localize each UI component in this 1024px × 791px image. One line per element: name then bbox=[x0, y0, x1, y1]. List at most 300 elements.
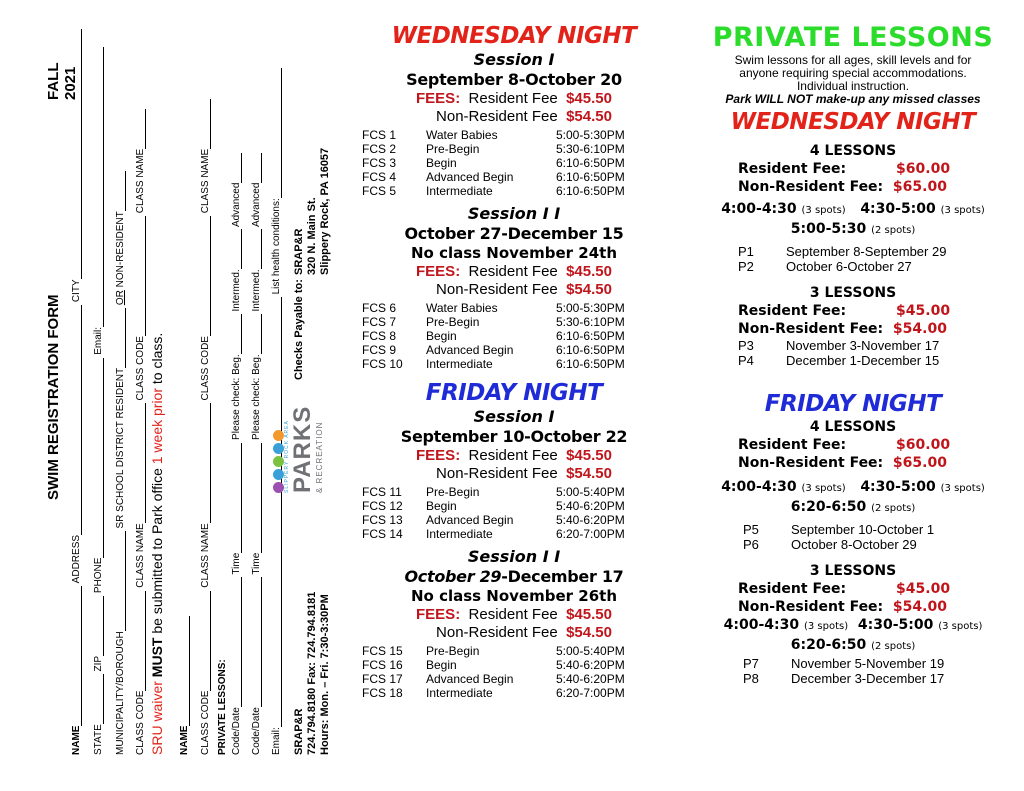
fri-3-nonresident-fee bbox=[688, 598, 1018, 616]
wed-4-slots-a bbox=[688, 200, 1018, 220]
wed-3-resident-fee bbox=[688, 302, 1018, 320]
email2-field[interactable] bbox=[271, 297, 282, 727]
nonres-amount: $54.50 bbox=[566, 624, 612, 641]
slot-spots: (3 spots) bbox=[801, 205, 846, 216]
slot-spots: (3 spots) bbox=[801, 483, 846, 494]
logo-parks: PARKS bbox=[289, 405, 316, 493]
pl2-check-label: Please check: bbox=[251, 377, 262, 440]
fees-label: FEES bbox=[416, 263, 456, 280]
private-row bbox=[743, 656, 944, 671]
fri-s2-resident-fee: FEES: Resident Fee $45.50 bbox=[416, 606, 612, 623]
pl2-adv-label: Advanced bbox=[251, 182, 262, 228]
nonres-label: Non-Resident Fee bbox=[436, 108, 558, 125]
class-code3-label: CLASS CODE bbox=[200, 690, 211, 755]
district-label: SR SCHOOL DISTRICT RESIDENT bbox=[115, 367, 126, 529]
pl1-int-field[interactable] bbox=[231, 229, 242, 269]
waiver-sru: SRU waiver bbox=[149, 681, 165, 755]
private-code: P7 bbox=[743, 656, 759, 671]
wed-3-nonresident-fee bbox=[688, 320, 1018, 338]
class-row bbox=[362, 301, 625, 315]
private-dates: September 10-October 1 bbox=[791, 522, 935, 537]
nonres-label: Non-Resident Fee: bbox=[738, 455, 884, 471]
fri-3-slots-a bbox=[688, 616, 1018, 636]
slot-spots: (3 spots) bbox=[940, 205, 985, 216]
class-name: Water Babies bbox=[426, 301, 498, 315]
pl1-code-label: Code/Date bbox=[231, 707, 242, 755]
nonres-amount: $54.00 bbox=[892, 321, 947, 337]
class-code: FCS 13 bbox=[362, 513, 403, 527]
fri-4-lessons-title: 4 LESSONS bbox=[809, 419, 897, 435]
class-name: Pre-Begin bbox=[426, 142, 480, 156]
class-code: FCS 4 bbox=[362, 170, 397, 184]
private-intro-1: Swim lessons for all ages, skill levels and for bbox=[734, 53, 972, 67]
class-code2-label: CLASS CODE bbox=[135, 336, 146, 401]
private-lessons-label: PRIVATE LESSONS: bbox=[217, 659, 228, 755]
wed-s1-class-table bbox=[362, 128, 625, 198]
class-time: 6:10-6:50PM bbox=[556, 156, 625, 170]
class-name: Intermediate bbox=[426, 527, 493, 541]
fees-label: FEES bbox=[416, 606, 456, 623]
class-name: Intermediate bbox=[426, 686, 493, 700]
form-row-residency bbox=[115, 40, 126, 755]
logo-dot-green bbox=[273, 456, 284, 467]
logo-dot-orange bbox=[273, 430, 284, 441]
class-name3-field[interactable] bbox=[200, 403, 211, 523]
logo-dot-blue2 bbox=[273, 443, 284, 454]
private-dates: November 3-November 17 bbox=[786, 338, 940, 353]
private-dates: November 5-November 19 bbox=[791, 656, 945, 671]
class-code: FCS 11 bbox=[362, 485, 402, 499]
state-label: STATE bbox=[93, 724, 104, 755]
name-field[interactable] bbox=[71, 586, 82, 726]
class-code2-field[interactable] bbox=[135, 216, 146, 336]
class-row bbox=[362, 343, 625, 357]
private-row bbox=[743, 522, 934, 537]
class-code: FCS 3 bbox=[362, 156, 397, 170]
pl1-beg-label: Beg. bbox=[231, 354, 242, 375]
email-label: Email: bbox=[93, 326, 104, 355]
slot-spots: (2 spots) bbox=[871, 641, 916, 652]
class-time: 6:10-6:50PM bbox=[556, 343, 625, 357]
wed-s2-resident-fee: FEES: Resident Fee $45.50 bbox=[416, 263, 612, 280]
res-label: Resident Fee bbox=[468, 90, 558, 107]
res-amount: $45.50 bbox=[566, 90, 612, 107]
fri-s1-title: Session I bbox=[473, 407, 555, 426]
payee-line1: SRAP&R bbox=[293, 228, 305, 275]
fri-s2-noclass: No class November 26th bbox=[410, 587, 617, 605]
class-time: 5:40-6:20PM bbox=[556, 513, 625, 527]
address-label: ADDRESS bbox=[71, 534, 82, 584]
fees-label: FEES bbox=[416, 90, 456, 107]
fri-s1-nonresident-fee bbox=[355, 465, 673, 483]
class-code: FCS 15 bbox=[362, 644, 403, 658]
wed-4-slots-b bbox=[688, 220, 1018, 240]
class-name: Intermediate bbox=[426, 184, 493, 198]
class-row bbox=[362, 128, 625, 142]
class-time: 6:10-6:50PM bbox=[556, 184, 625, 198]
nonresident-label: NON-RESIDENT bbox=[115, 211, 126, 288]
form-row-class2 bbox=[200, 40, 211, 755]
pl2-code-field[interactable] bbox=[251, 577, 262, 707]
class-row bbox=[362, 357, 625, 371]
class-time: 5:00-5:30PM bbox=[556, 301, 625, 315]
class-name: Begin bbox=[426, 156, 457, 170]
pl2-int-label: Intermed. bbox=[251, 269, 262, 312]
slot-time: 4:00-4:30 bbox=[721, 201, 797, 217]
waiver-mid: be submitted to Park office bbox=[149, 464, 165, 638]
phone-label: PHONE bbox=[93, 557, 104, 594]
pl1-code-field[interactable] bbox=[231, 577, 242, 707]
class-row bbox=[362, 315, 625, 329]
class-name3-label: CLASS NAME bbox=[200, 523, 211, 588]
res-label: Resident Fee bbox=[468, 263, 558, 280]
class-name: Advanced Begin bbox=[426, 343, 514, 357]
class-name: Pre-Begin bbox=[426, 644, 480, 658]
wed-s2-class-table bbox=[362, 301, 625, 371]
wed-s1-resident-fee: FEES: Resident Fee $45.50 bbox=[416, 90, 612, 107]
class-name: Begin bbox=[426, 499, 457, 513]
class-row bbox=[362, 658, 625, 672]
pl1-time-field[interactable] bbox=[231, 443, 242, 553]
form-row-class bbox=[135, 40, 146, 755]
class-name: Advanced Begin bbox=[426, 513, 514, 527]
nonres-amount: $54.50 bbox=[566, 281, 612, 298]
class-name: Intermediate bbox=[426, 357, 493, 371]
class-code-field[interactable] bbox=[135, 591, 146, 691]
class-code: FCS 16 bbox=[362, 658, 403, 672]
class-code-label: CLASS CODE bbox=[135, 690, 146, 755]
class-code: FCS 18 bbox=[362, 686, 403, 700]
slot-time: 4:30-5:00 bbox=[857, 617, 934, 633]
class-code: FCS 2 bbox=[362, 142, 397, 156]
private-dates: December 1-December 15 bbox=[786, 353, 940, 368]
wed-4-resident-fee bbox=[688, 160, 1018, 178]
class-name4-field[interactable] bbox=[200, 99, 211, 149]
class-name: Advanced Begin bbox=[426, 672, 514, 686]
nonres-label: Non-Resident Fee: bbox=[738, 599, 884, 615]
pl2-beg-label: Beg. bbox=[251, 354, 262, 375]
fri-s1-rows bbox=[362, 485, 625, 541]
waiver-week: 1 week prior bbox=[149, 387, 165, 465]
res-label: Resident Fee: bbox=[738, 303, 847, 319]
class-code3-field[interactable] bbox=[200, 591, 211, 691]
res-label: Resident Fee bbox=[468, 606, 558, 623]
class-time: 5:40-6:20PM bbox=[556, 499, 625, 513]
zip-field[interactable] bbox=[93, 596, 104, 656]
class-row bbox=[362, 527, 625, 541]
class-time: 5:40-6:20PM bbox=[556, 658, 625, 672]
class-row bbox=[362, 686, 625, 700]
fri-s1-range: September 10-October 22 bbox=[400, 427, 628, 446]
name2-label: NAME bbox=[179, 725, 190, 755]
pl1-time-label: Time bbox=[231, 552, 242, 575]
form-row-private2 bbox=[251, 40, 262, 755]
fri-4-nonresident-fee bbox=[688, 454, 1018, 472]
nonres-amount: $65.00 bbox=[892, 179, 947, 195]
private-dates: October 8-October 29 bbox=[791, 537, 917, 552]
nonres-label: Non-Resident Fee: bbox=[738, 321, 884, 337]
class-time: 5:30-6:10PM bbox=[556, 142, 625, 156]
class-row bbox=[362, 499, 625, 513]
fri-4-slots-b bbox=[688, 498, 1018, 518]
private-code: P6 bbox=[743, 537, 759, 552]
pl1-adv-label: Advanced bbox=[231, 182, 242, 228]
class-code: FCS 10 bbox=[362, 357, 403, 371]
class-name2-field[interactable] bbox=[135, 109, 146, 149]
wed-s1-rows bbox=[362, 128, 625, 198]
res-amount: $45.50 bbox=[566, 263, 612, 280]
email-field[interactable] bbox=[93, 47, 104, 327]
pl1-check-label: Please check: bbox=[231, 377, 242, 440]
class-code: FCS 7 bbox=[362, 315, 397, 329]
payee-address bbox=[293, 148, 332, 275]
fri-3-dates bbox=[743, 656, 944, 686]
pl2-adv-field[interactable] bbox=[251, 153, 262, 183]
class-name: Pre-Begin bbox=[426, 315, 480, 329]
fri-s2-range-end: -December 17 bbox=[501, 567, 624, 586]
pl2-code-label: Code/Date bbox=[251, 707, 262, 755]
wed-s2-nonresident-fee bbox=[355, 281, 673, 299]
res-label: Resident Fee bbox=[468, 447, 558, 464]
private-row bbox=[738, 353, 939, 368]
slot-time: 4:00-4:30 bbox=[721, 479, 797, 495]
wed-s2-range: October 27-December 15 bbox=[404, 224, 624, 243]
city-label: CITY bbox=[71, 279, 82, 303]
private-row bbox=[738, 244, 946, 259]
class-code: FCS 8 bbox=[362, 329, 397, 343]
srap-hours: Hours: Mon. – Fri. 7:30-3:30PM bbox=[319, 594, 331, 755]
pl1-int-label: Intermed. bbox=[231, 269, 242, 312]
wed-4-nonresident-fee bbox=[688, 178, 1018, 196]
group-lessons-column bbox=[355, 22, 673, 700]
wed-3-lessons-title: 3 LESSONS bbox=[809, 285, 897, 301]
pl1-adv-field[interactable] bbox=[231, 153, 242, 183]
health-label: List health conditions: bbox=[271, 198, 282, 295]
health-field[interactable] bbox=[271, 68, 282, 198]
fri-3-slots-b bbox=[688, 636, 1018, 656]
slot-spots: (2 spots) bbox=[871, 225, 916, 236]
private-code: P1 bbox=[738, 244, 754, 259]
private-row bbox=[738, 259, 946, 274]
class-time: 6:10-6:50PM bbox=[556, 329, 625, 343]
res-amount: $45.00 bbox=[896, 581, 951, 597]
class-row bbox=[362, 156, 625, 170]
wed-4-dates bbox=[738, 244, 946, 274]
res-amount: $60.00 bbox=[896, 161, 951, 177]
form-row-name2 bbox=[179, 40, 190, 755]
fri-3-lessons-title: 3 LESSONS bbox=[809, 563, 897, 579]
payee-line2: 320 N. Main St. bbox=[306, 197, 318, 275]
waiver-notice bbox=[149, 333, 165, 755]
slot-time: 4:00-4:30 bbox=[723, 617, 800, 633]
class-time: 6:20-7:00PM bbox=[556, 686, 625, 700]
private-code: P8 bbox=[743, 671, 759, 686]
class-time: 6:10-6:50PM bbox=[556, 357, 625, 371]
wed-s1-title: Session I bbox=[473, 50, 555, 69]
address-field[interactable] bbox=[71, 305, 82, 535]
pl1-beg-field[interactable] bbox=[231, 314, 242, 354]
fri-s2-rows bbox=[362, 644, 625, 700]
nonres-label: Non-Resident Fee bbox=[436, 281, 558, 298]
private-note: Park WILL NOT make-up any missed classes bbox=[725, 92, 981, 106]
pl2-time-field[interactable] bbox=[251, 443, 262, 553]
fri-s2-class-table bbox=[362, 644, 625, 700]
class-time: 5:00-5:30PM bbox=[556, 128, 625, 142]
municipality-field[interactable] bbox=[115, 531, 126, 631]
private-code: P2 bbox=[738, 259, 754, 274]
class-name: Pre-Begin bbox=[426, 485, 480, 499]
nonres-amount: $54.00 bbox=[892, 599, 947, 615]
form-title: SWIM REGISTRATION FORM bbox=[45, 294, 62, 500]
fri-4-resident-fee bbox=[688, 436, 1018, 454]
class-code: FCS 1 bbox=[362, 128, 397, 142]
form-row-state bbox=[93, 40, 104, 755]
private-intro-2: anyone requiring special accommodations. bbox=[739, 66, 967, 80]
form-season: FALL 2021 bbox=[45, 62, 79, 100]
private-intro-3: Individual instruction. bbox=[796, 79, 910, 93]
class-code: FCS 6 bbox=[362, 301, 397, 315]
nonres-amount: $65.00 bbox=[892, 455, 947, 471]
form-row-private1 bbox=[231, 40, 242, 755]
wed-s2-noclass: No class November 24th bbox=[410, 244, 617, 262]
nonres-label: Non-Resident Fee bbox=[436, 465, 558, 482]
fri-3-resident-fee bbox=[688, 580, 1018, 598]
email2-label: Email: bbox=[271, 727, 282, 755]
res-amount: $45.50 bbox=[566, 606, 612, 623]
class-time: 5:40-6:20PM bbox=[556, 672, 625, 686]
slot-time: 6:20-6:50 bbox=[790, 499, 867, 515]
class-time: 5:00-5:40PM bbox=[556, 644, 625, 658]
form-row-name bbox=[71, 40, 82, 755]
name2-field[interactable] bbox=[179, 616, 190, 726]
state-field[interactable] bbox=[93, 674, 104, 724]
fri-s2-range-start: October 29 bbox=[404, 567, 502, 586]
class-name: Begin bbox=[426, 329, 457, 343]
res-label: Resident Fee: bbox=[738, 437, 847, 453]
res-amount: $60.00 bbox=[896, 437, 951, 453]
class-name: Begin bbox=[426, 658, 457, 672]
pl2-beg-field[interactable] bbox=[251, 314, 262, 354]
private-heading: PRIVATE LESSONS bbox=[712, 22, 994, 53]
private-row bbox=[738, 338, 939, 353]
class-row bbox=[362, 170, 625, 184]
class-time: 5:30-6:10PM bbox=[556, 315, 625, 329]
slot-time: 4:30-5:00 bbox=[860, 479, 936, 495]
class-name-label: CLASS NAME bbox=[135, 523, 146, 588]
class-name2-label: CLASS NAME bbox=[135, 148, 146, 214]
logo-sub: SLIPPERY ROCK AREA bbox=[284, 420, 290, 493]
private-lessons-column bbox=[688, 22, 1018, 686]
fri-s1-resident-fee: FEES: Resident Fee $45.50 bbox=[416, 447, 612, 464]
fri-4-slots-a bbox=[688, 478, 1018, 498]
class-code: FCS 9 bbox=[362, 343, 397, 357]
logo-dot-purple bbox=[273, 482, 284, 493]
district-field[interactable] bbox=[115, 308, 126, 368]
checks-payable: Checks Payable to: bbox=[293, 279, 305, 380]
slot-time: 5:00-5:30 bbox=[790, 221, 867, 237]
pl2-time-label: Time bbox=[251, 552, 262, 575]
class-row bbox=[362, 142, 625, 156]
wed-4-lessons-title: 4 LESSONS bbox=[809, 143, 897, 159]
class-row bbox=[362, 513, 625, 527]
wed-s2-title: Session I I bbox=[467, 204, 561, 223]
municipality-label: MUNICIPALITY/BOROUGH bbox=[115, 631, 126, 755]
class-name4-label: CLASS NAME bbox=[200, 148, 211, 214]
class-row bbox=[362, 485, 625, 499]
nonresident-field[interactable] bbox=[115, 171, 126, 211]
wed-s1-nonresident-fee bbox=[355, 108, 673, 126]
private-fri-heading: FRIDAY NIGHT bbox=[764, 391, 942, 417]
private-row bbox=[743, 671, 944, 686]
city-field[interactable] bbox=[71, 29, 82, 279]
res-label: Resident Fee: bbox=[738, 161, 847, 177]
zip-label: ZIP bbox=[93, 655, 104, 672]
nonres-label: Non-Resident Fee: bbox=[738, 179, 884, 195]
wed-s1-range: September 8-October 20 bbox=[406, 70, 622, 89]
wed-3-dates bbox=[738, 338, 939, 368]
nonres-label: Non-Resident Fee bbox=[436, 624, 558, 641]
class-row bbox=[362, 672, 625, 686]
class-code4-label: CLASS CODE bbox=[200, 336, 211, 401]
slot-time: 4:30-5:00 bbox=[860, 201, 936, 217]
private-code: P3 bbox=[738, 338, 754, 353]
private-code: P5 bbox=[743, 522, 759, 537]
res-amount: $45.50 bbox=[566, 447, 612, 464]
logo-dot-blue bbox=[273, 469, 284, 480]
class-code: FCS 12 bbox=[362, 499, 403, 513]
srap-contact bbox=[293, 592, 332, 755]
res-label: Resident Fee: bbox=[738, 581, 847, 597]
wed-s2-rows bbox=[362, 301, 625, 371]
res-amount: $45.00 bbox=[896, 303, 951, 319]
friday-heading: FRIDAY NIGHT bbox=[425, 380, 603, 406]
class-code4-field[interactable] bbox=[200, 216, 211, 336]
class-code: FCS 17 bbox=[362, 672, 403, 686]
waiver-end: to class. bbox=[149, 332, 165, 388]
logo-rec: & RECREATION bbox=[315, 421, 324, 493]
fri-s2-title: Session I I bbox=[467, 547, 561, 566]
waiver-must: MUST bbox=[149, 637, 165, 678]
class-name: Water Babies bbox=[426, 128, 498, 142]
class-row bbox=[362, 644, 625, 658]
private-dates: September 8-September 29 bbox=[786, 244, 947, 259]
phone-field[interactable] bbox=[93, 358, 104, 558]
fri-s1-class-table bbox=[362, 485, 625, 541]
parks-logo bbox=[273, 397, 333, 493]
class-code: FCS 14 bbox=[362, 527, 403, 541]
registration-form bbox=[45, 40, 350, 755]
private-dates: December 3-December 17 bbox=[791, 671, 945, 686]
slot-time: 6:20-6:50 bbox=[790, 637, 867, 653]
private-row bbox=[743, 537, 934, 552]
class-name-field[interactable] bbox=[135, 403, 146, 523]
or-label: OR bbox=[115, 290, 126, 306]
pl2-int-field[interactable] bbox=[251, 229, 262, 269]
srap-name: SRAP&R bbox=[293, 708, 305, 755]
wednesday-heading: WEDNESDAY NIGHT bbox=[391, 23, 637, 49]
fees-label: FEES bbox=[416, 447, 456, 464]
class-code: FCS 5 bbox=[362, 184, 397, 198]
fri-s2-nonresident-fee bbox=[355, 624, 673, 642]
private-wed-heading: WEDNESDAY NIGHT bbox=[730, 109, 976, 135]
class-name: Advanced Begin bbox=[426, 170, 514, 184]
class-time: 6:10-6:50PM bbox=[556, 170, 625, 184]
private-dates: October 6-October 27 bbox=[786, 259, 912, 274]
class-time: 5:00-5:40PM bbox=[556, 485, 625, 499]
slot-spots: (3 spots) bbox=[938, 621, 983, 632]
fri-s2-range bbox=[355, 567, 673, 587]
name-label: NAME bbox=[71, 725, 82, 755]
